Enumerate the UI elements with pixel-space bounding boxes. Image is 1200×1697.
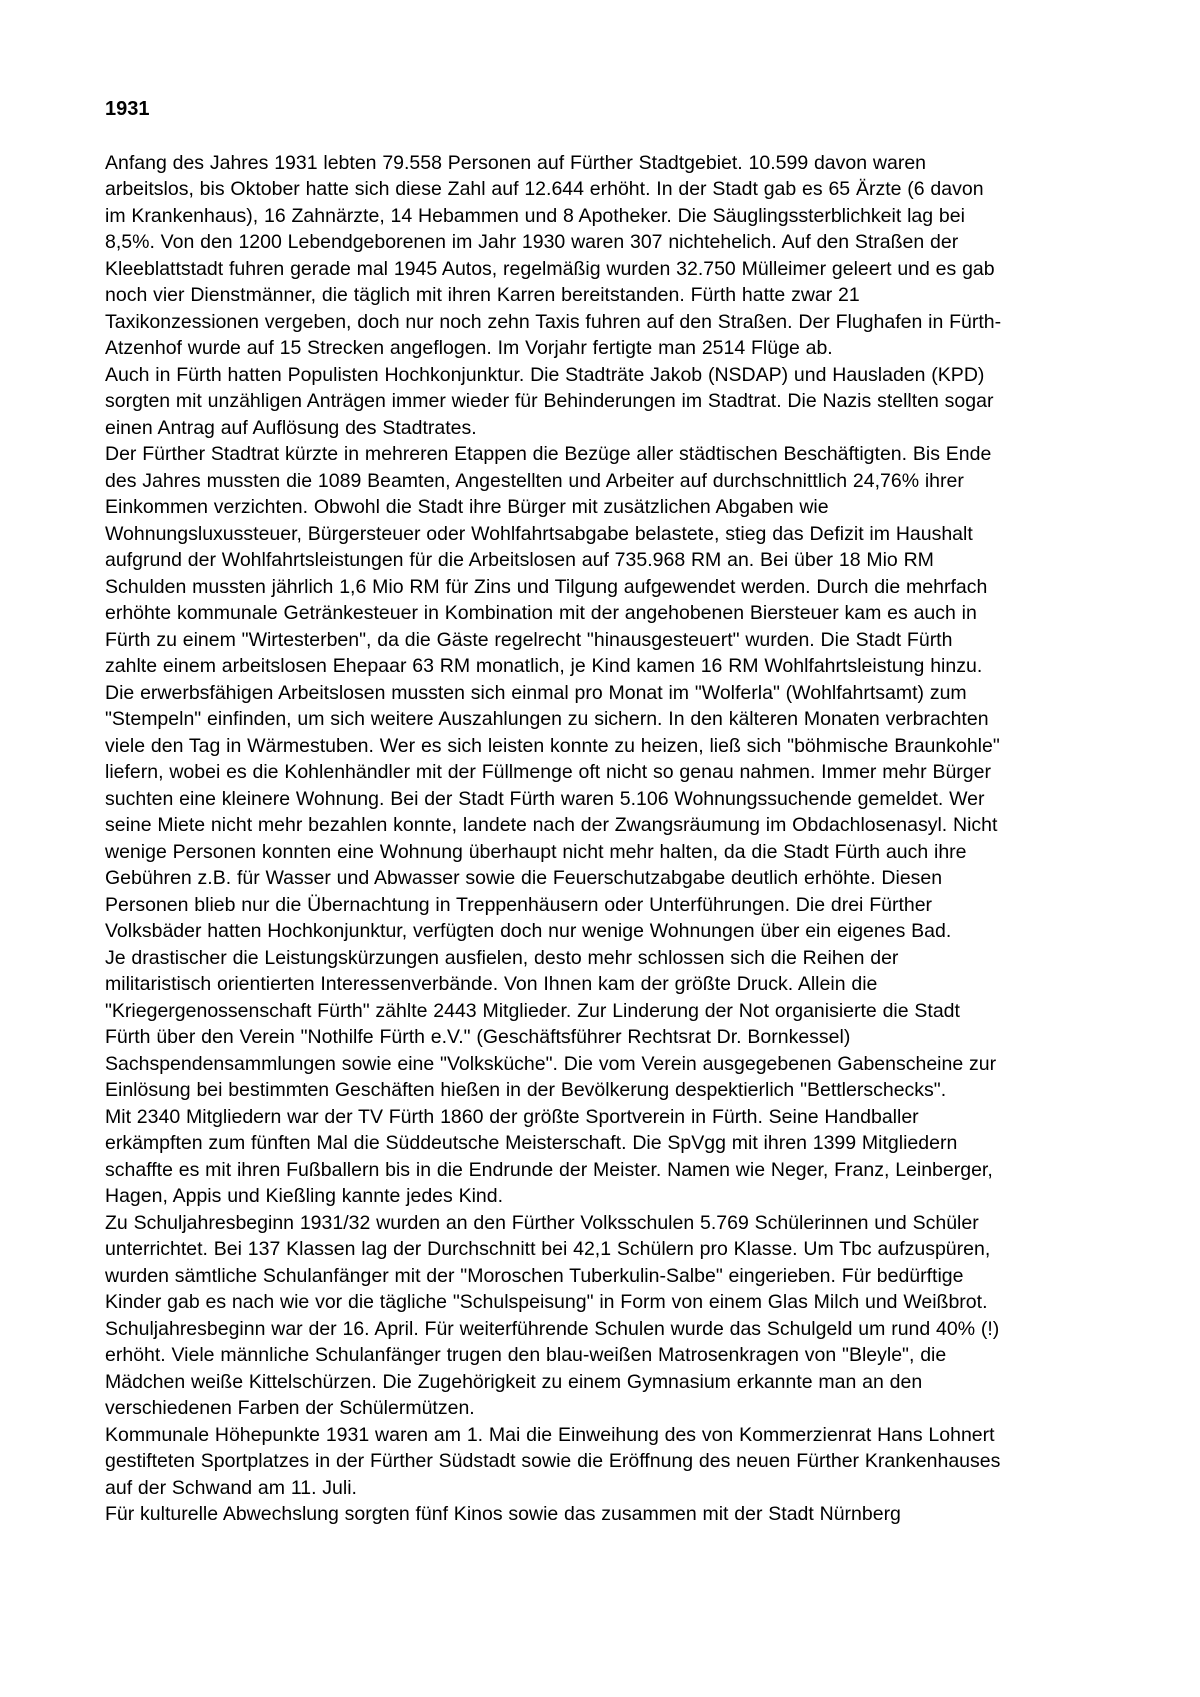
document-body — [105, 150, 1008, 1528]
paragraph: Mit 2340 Mitgliedern war der TV Fürth 1860 der größte Sportverein in Fürth. Seine Handballer erkämpften zum fünften Mal die Süddeutsche Meisterschaft. Die SpVgg mit ihren 1399 Mitgliedern schaffte es mit ihren Fußballern bis in die Endrunde der Meister. Namen wie Neger, Franz, Leinberger, Hagen, Appis und Kießling kannte jedes Kind. — [105, 1105, 993, 1207]
paragraph: Je drastischer die Leistungskürzungen ausfielen, desto mehr schlossen sich die Reihen der militaristisch orientierten Interessenverbände. Von Ihnen kam der größte Druck. Allein die "Kriegergenossenschaft Fürth" zählte 2443 Mitglieder. Zur Linderung der Not organisierte die Stadt Fürth über den Verein "Nothilfe Fürth e.V." (Geschäftsführer Rechtsrat Dr. Bornkessel) Sachspendensammlungen sowie eine "Volksküche". Die vom Verein ausgegebenen Gabenscheine zur Einlösung bei bestimmten Geschäften hießen in der Bevölkerung despektierlich "Bettlerschecks". — [105, 946, 997, 1101]
paragraph: Auch in Fürth hatten Populisten Hochkonjunktur. Die Stadträte Jakob (NSDAP) und Hausladen (KPD) sorgten mit unzähligen Anträgen immer wieder für Behinderungen im Stadtrat. Die Nazis stellten sogar einen Antrag auf Auflösung des Stadtrates. — [105, 363, 994, 439]
paragraph: Anfang des Jahres 1931 lebten 79.558 Personen auf Fürther Stadtgebiet. 10.599 davon waren arbeitslos, bis Oktober hatte sich diese Zahl auf 12.644 erhöht. In der Stadt gab es 65 Ärzte (6 davon im Krankenhaus), 16 Zahnärzte, 14 Hebammen und 8 Apotheker. Die Säuglingssterblichkeit lag bei 8,5%. Von den 1200 Lebendgeborenen im Jahr 1930 waren 307 nichtehelich. Auf den Straßen der Kleeblattstadt fuhren gerade mal 1945 Autos, regelmäßig wurden 32.750 Mülleimer geleert und es gab noch vier Dienstmänner, die täglich mit ihren Karren bereitstanden. Fürth hatte zwar 21 Taxikonzessionen vergeben, doch nur noch zehn Taxis fuhren auf den Straßen. Der Flughafen in Fürth-Atzenhof wurde auf 15 Strecken angeflogen. Im Vorjahr fertigte man 2514 Flüge ab. — [105, 151, 1002, 359]
paragraph: Kommunale Höhepunkte 1931 waren am 1. Mai die Einweihung des von Kommerzienrat Hans Lohnert gestifteten Sportplatzes in der Fürther Südstadt sowie die Eröffnung des neuen Fürther Krankenhauses auf der Schwand am 11. Juli. — [105, 1423, 1001, 1499]
paragraph: Der Fürther Stadtrat kürzte in mehreren Etappen die Bezüge aller städtischen Beschäftigten. Bis Ende des Jahres mussten die 1089 Beamten, Angestellten und Arbeiter auf durchschnittlich 24,76% ihrer Einkommen verzichten. Obwohl die Stadt ihre Bürger mit zusätzlichen Abgaben wie Wohnungsluxussteuer, Bürgersteuer oder Wohlfahrtsabgabe belastete, stieg das Defizit im Haushalt aufgrund der Wohlfahrtsleistungen für die Arbeitslosen auf 735.968 RM an. Bei über 18 Mio RM Schulden mussten jährlich 1,6 Mio RM für Zins und Tilgung aufgewendet werden. Durch die mehrfach erhöhte kommunale Getränkesteuer in Kombination mit der angehobenen Biersteuer kam es auch in Fürth zu einem "Wirtesterben", da die Gäste regelrecht "hinausgesteuert" wurden. Die Stadt Fürth zahlte einem arbeitslosen Ehepaar 63 RM monatlich, je Kind kamen 16 RM Wohlfahrtsleistung hinzu. Die erwerbsfähigen Arbeitslosen mussten sich einmal pro Monat im "Wolferla" (Wohlfahrtsamt) zum "Stempeln" einfinden, um sich weitere Auszahlungen zu sichern. In den kälteren Monaten verbrachten viele den Tag in Wärmestuben. Wer es sich leisten konnte zu heizen, ließ sich "böhmische Braunkohle" liefern, wobei es die Kohlenhändler mit der Füllmenge oft nicht so genau nahmen. Immer mehr Bürger suchten eine kleinere Wohnung. Bei der Stadt Fürth waren 5.106 Wohnungssuchende gemeldet. Wer seine Miete nicht mehr bezahlen konnte, landete nach der Zwangsräumung im Obdachlosenasyl. Nicht wenige Personen konnten eine Wohnung überhaupt nicht mehr halten, da die Stadt Fürth auch ihre Gebühren z.B. für Wasser und Abwasser sowie die Feuerschutzabgabe deutlich erhöhte. Diesen Personen blieb nur die Übernachtung in Treppenhäusern oder Unterführungen. Die drei Fürther Volksbäder hatten Hochkonjunktur, verfügten doch nur wenige Wohnungen über ein eigenes Bad. — [105, 443, 1000, 942]
paragraph: Für kulturelle Abwechslung sorgten fünf Kinos sowie das zusammen mit der Stadt Nürnberg — [105, 1503, 901, 1525]
paragraph: Zu Schuljahresbeginn 1931/32 wurden an den Fürther Volksschulen 5.769 Schülerinnen und Schüler unterrichtet. Bei 137 Klassen lag der Durchschnitt bei 42,1 Schülern pro Klasse. Um Tbc aufzuspüren, wurden sämtliche Schulanfänger mit der "Moroschen Tuberkulin-Salbe" eingerieben. Für bedürftige Kinder gab es nach wie vor die tägliche "Schulspeisung" in Form von einem Glas Milch und Weißbrot. Schuljahresbeginn war der 16. April. Für weiterführende Schulen wurde das Schulgeld um rund 40% (!) erhöht. Viele männliche Schulanfänger trugen den blau-weißen Matrosenkragen von "Bleyle", die Mädchen weiße Kittelschürzen. Die Zugehörigkeit zu einem Gymnasium erkannte man an den verschiedenen Farben der Schülermützen. — [105, 1211, 1000, 1419]
page-title: 1931 — [105, 98, 150, 120]
